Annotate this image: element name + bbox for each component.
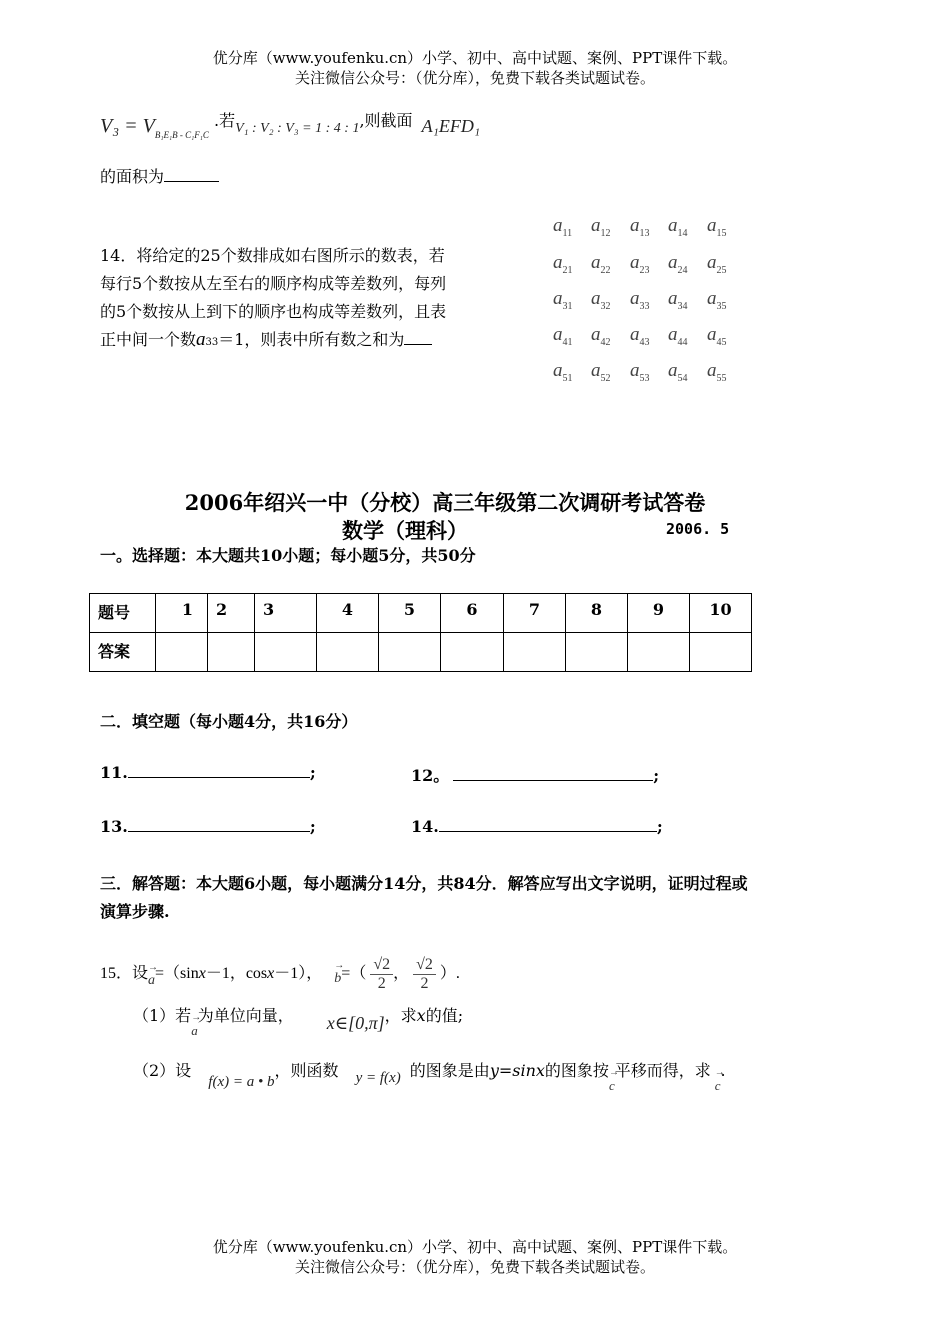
grid-cell-a45: [707, 324, 727, 348]
grid-cell-sub: 22: [600, 264, 611, 276]
grid-cell-sub: 52: [600, 372, 611, 384]
fill-q12-blank[interactable]: [453, 766, 653, 781]
grid-cell-sub: 43: [639, 336, 650, 348]
fraction-sqrt2-over-2: [413, 956, 436, 993]
q15-comma: ，: [393, 965, 410, 983]
answer-table-answer-row: [90, 633, 752, 672]
q13-formula-line: [100, 111, 481, 140]
answer-cell[interactable]: [628, 633, 690, 672]
q15-x1: x: [198, 965, 206, 983]
grid-cell-sub: 42: [600, 336, 611, 348]
grid-cell-a51: [553, 360, 573, 384]
q13-tail: [100, 163, 219, 191]
grid-cell-sub: 51: [562, 372, 573, 384]
answer-cell[interactable]: [566, 633, 628, 672]
header-line-1: 优分库（www.youfenku.cn）小学、初中、高中试题、案例、PPT课件下载。: [212, 49, 738, 67]
grid-cell-var: a: [668, 252, 678, 273]
section-3-heading: [100, 870, 890, 926]
grid-cell-a44: [668, 324, 688, 348]
q15-eq1: =（sin: [155, 965, 199, 983]
grid-cell-a31: [553, 288, 573, 312]
answer-cell[interactable]: [690, 633, 752, 672]
grid-cell-var: a: [707, 360, 717, 381]
vector-c: → c: [715, 1078, 721, 1094]
grid-cell-sub: 21: [562, 264, 573, 276]
q13-v3: V₃ = V: [100, 115, 155, 137]
fill-q13-blank[interactable]: [128, 817, 310, 832]
q15-p2-a: （2）设: [133, 1061, 192, 1080]
grid-cell-sub: 25: [716, 264, 727, 276]
q15-p2-end: .: [720, 1061, 726, 1080]
section-2-heading: 二．填空题（每小题4分，共16分）: [100, 712, 358, 731]
frac-num: √2: [413, 956, 436, 975]
fill-q14: [411, 817, 663, 836]
grid-cell-a54: [668, 360, 688, 384]
answer-cell[interactable]: [156, 633, 208, 672]
grid-cell-a15: [707, 215, 727, 239]
grid-cell-var: a: [707, 252, 717, 273]
q14-line-4: [100, 326, 510, 357]
grid-cell-var: a: [707, 288, 717, 309]
q15-p1-c: ，求: [384, 1006, 417, 1025]
q15-m2: －1），: [274, 965, 323, 983]
q15-eq2: =（: [341, 965, 367, 983]
answer-table-header-row: [90, 594, 752, 633]
answer-cell[interactable]: [441, 633, 504, 672]
q15-x2: x: [267, 965, 275, 983]
grid-cell-var: a: [707, 215, 717, 236]
grid-cell-a55: [707, 360, 727, 384]
grid-cell-var: a: [630, 252, 640, 273]
grid-cell-a12: [591, 215, 611, 239]
q15-p2-sinx: y=sinx: [489, 1061, 545, 1080]
grid-cell-var: a: [553, 288, 563, 309]
grid-cell-sub: 41: [562, 336, 573, 348]
q13-v3-sub: B₁E₁B - C₁F₁C: [154, 130, 209, 140]
q13-section: A₁EFD₁: [421, 116, 481, 136]
frac-num: √2: [370, 956, 393, 975]
q13-ruo: .若: [214, 111, 236, 130]
table-col-7: 7: [504, 594, 566, 633]
fill-q13-label: 13.: [100, 817, 128, 836]
q13-tail-text: 的面积为: [100, 167, 165, 186]
section-3-line-1: 三．解答题：本大题6小题，每小题满分14分，共84分．解答应写出文字说明，证明过程或: [100, 874, 748, 893]
q15-p1-x: x: [416, 1006, 426, 1025]
grid-cell-var: a: [591, 252, 601, 273]
grid-cell-var: a: [591, 360, 601, 381]
grid-cell-a11: [553, 215, 572, 239]
header-line-2: 关注微信公众号：（优分库），免费下载各类试题试卷。: [294, 69, 655, 87]
frac-den: 2: [377, 975, 386, 992]
grid-cell-var: a: [553, 360, 563, 381]
grid-cell-sub: 23: [639, 264, 650, 276]
q15-p2-c: 的图象是由: [409, 1061, 490, 1080]
grid-cell-sub: 11: [562, 227, 573, 239]
grid-cell-a32: [591, 288, 611, 312]
grid-cell-a35: [707, 288, 727, 312]
grid-cell-sub: 44: [677, 336, 688, 348]
grid-cell-sub: 13: [639, 227, 650, 239]
grid-cell-sub: 24: [677, 264, 688, 276]
grid-cell-a52: [591, 360, 611, 384]
table-row-label-answer: 答案: [90, 633, 156, 672]
fill-q12: [411, 763, 659, 786]
q15-m1: －1，cos: [205, 965, 268, 983]
q15-stem: [100, 956, 460, 993]
q15-p2-b: ，则函数: [274, 1061, 339, 1080]
grid-cell-sub: 45: [716, 336, 727, 348]
fill-q12-label: 12。: [411, 766, 450, 785]
q15-p1-d: 的值;: [425, 1006, 464, 1025]
fill-q14-label: 14.: [411, 817, 439, 836]
grid-cell-sub: 15: [716, 227, 727, 239]
grid-cell-sub: 35: [716, 300, 727, 312]
grid-cell-sub: 14: [677, 227, 688, 239]
grid-cell-sub: 12: [600, 227, 611, 239]
grid-cell-a22: [591, 252, 611, 276]
table-col-4: 4: [317, 594, 379, 633]
q14-line-2: 每行5个数按从左至右的顺序构成等差数列，每列: [100, 274, 447, 293]
q15-p1-b: 为单位向量，: [197, 1006, 294, 1025]
q14-answer-blank: [404, 330, 432, 345]
grid-cell-sub: 31: [562, 300, 573, 312]
table-col-3: 3: [255, 594, 317, 633]
q13-ze: ,则截面: [359, 111, 413, 130]
answer-cell[interactable]: [255, 633, 317, 672]
table-col-2: 2: [208, 594, 255, 633]
grid-cell-a33: [630, 288, 650, 312]
q15-p2-d: 的图象按: [544, 1061, 609, 1080]
grid-cell-a13: [630, 215, 650, 239]
fill-q13: [100, 817, 316, 836]
q14-line-4-a: 正中间一个数: [100, 330, 197, 349]
exam-date: 2006. 5: [666, 520, 730, 538]
grid-cell-var: a: [553, 215, 563, 236]
vector-c: → c: [609, 1078, 615, 1094]
q14-a33-var: a: [196, 329, 206, 350]
fill-q11-semi: ;: [309, 763, 316, 782]
table-col-9: 9: [628, 594, 690, 633]
grid-cell-a24: [668, 252, 688, 276]
grid-cell-sub: 34: [677, 300, 688, 312]
grid-cell-var: a: [668, 324, 678, 345]
answer-cell[interactable]: [504, 633, 566, 672]
footer-line-2: 关注微信公众号：（优分库），免费下载各类试题试卷。: [294, 1258, 655, 1276]
table-row-label-number: 题号: [90, 594, 156, 633]
q14-a33-sub: 33: [205, 337, 219, 348]
table-col-5: 5: [379, 594, 441, 633]
grid-cell-a34: [668, 288, 688, 312]
q15-close: ）.: [439, 965, 460, 983]
grid-cell-var: a: [630, 324, 640, 345]
section-3-line-2: 演算步骤.: [100, 902, 170, 921]
grid-cell-sub: 54: [677, 372, 688, 384]
answer-cell[interactable]: [208, 633, 255, 672]
vector-a: → a: [148, 973, 155, 989]
page-title: 2006年绍兴一中（分校）高三年级第二次调研考试答卷: [184, 490, 706, 515]
grid-cell-sub: 32: [600, 300, 611, 312]
grid-cell-var: a: [668, 215, 678, 236]
q15-p1-a: （1）若: [133, 1006, 192, 1025]
answer-table: [89, 593, 752, 672]
q15-part-1: [133, 1003, 464, 1038]
q15-fx-def: f(x) = a • b: [208, 1074, 275, 1090]
grid-cell-var: a: [591, 215, 601, 236]
grid-cell-a43: [630, 324, 650, 348]
grid-cell-var: a: [630, 288, 640, 309]
q14-line-1: 14．将给定的25个数排成如右图所示的数表，若: [100, 246, 445, 265]
grid-cell-sub: 53: [639, 372, 650, 384]
grid-cell-var: a: [553, 324, 563, 345]
fill-q13-semi: ;: [309, 817, 316, 836]
grid-cell-a25: [707, 252, 727, 276]
grid-cell-var: a: [668, 360, 678, 381]
q15-interval: x∈[0,π]: [326, 1013, 385, 1033]
grid-cell-var: a: [668, 288, 678, 309]
q15-part-2: [133, 1058, 726, 1093]
section-1-heading: 一。选择题：本大题共10小题；每小题5分，共50分: [100, 546, 476, 565]
fill-q12-semi: ;: [653, 766, 660, 785]
fill-q14-semi: ;: [656, 817, 663, 836]
grid-cell-a14: [668, 215, 688, 239]
grid-cell-sub: 33: [639, 300, 650, 312]
grid-cell-a42: [591, 324, 611, 348]
answer-cell[interactable]: [379, 633, 441, 672]
grid-cell-a41: [553, 324, 573, 348]
vector-a: → a: [191, 1023, 198, 1039]
table-col-6: 6: [441, 594, 504, 633]
grid-cell-var: a: [553, 252, 563, 273]
q15-p2-e: 平移而得，求: [614, 1061, 711, 1080]
grid-cell-var: a: [630, 215, 640, 236]
footer-line-1: 优分库（www.youfenku.cn）小学、初中、高中试题、案例、PPT课件下载。: [212, 1238, 738, 1256]
frac-den: 2: [420, 975, 429, 992]
fraction-sqrt2-over-2: [370, 956, 393, 993]
answer-cell[interactable]: [317, 633, 379, 672]
fill-q14-blank[interactable]: [439, 817, 657, 832]
q15-num: 15．设: [100, 965, 149, 983]
table-col-10: 10: [690, 594, 752, 633]
fill-q11-label: 11.: [100, 763, 128, 782]
q14-text: [100, 242, 510, 357]
q14-line-4-b: ＝1，则表中所有数之和为: [218, 330, 405, 349]
table-col-8: 8: [566, 594, 628, 633]
q13-ratio: V₁ : V₂ : V₃ = 1 : 4 : 1: [235, 121, 360, 136]
vector-b: → b: [334, 971, 341, 987]
grid-cell-a53: [630, 360, 650, 384]
fill-q11: [100, 763, 316, 782]
grid-cell-var: a: [591, 288, 601, 309]
grid-cell-a21: [553, 252, 573, 276]
page-subtitle: 数学（理科）: [342, 518, 468, 543]
grid-cell-var: a: [630, 360, 640, 381]
q15-y-fx: y = f(x): [355, 1070, 401, 1086]
grid-cell-a23: [630, 252, 650, 276]
fill-q11-blank[interactable]: [128, 763, 310, 778]
grid-cell-sub: 55: [716, 372, 727, 384]
q13-answer-blank: [164, 167, 219, 182]
q14-line-3: 的5个数按从上到下的顺序也构成等差数列，且表: [100, 302, 447, 321]
grid-cell-var: a: [707, 324, 717, 345]
table-col-1: 1: [156, 594, 208, 633]
grid-cell-var: a: [591, 324, 601, 345]
